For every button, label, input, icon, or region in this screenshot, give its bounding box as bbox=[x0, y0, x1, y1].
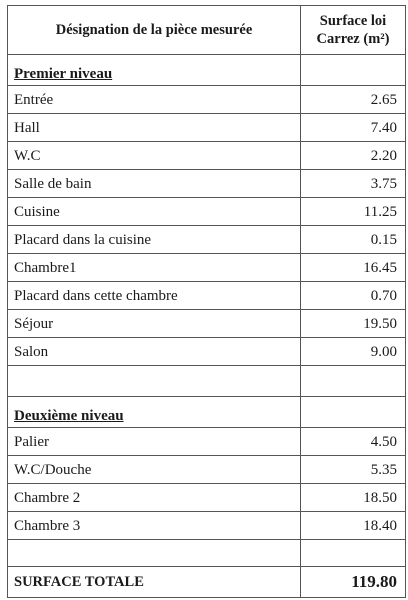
room-surface: 0.15 bbox=[301, 226, 406, 254]
room-name: Placard dans cette chambre bbox=[8, 282, 301, 310]
table-row bbox=[8, 282, 406, 310]
table-row bbox=[8, 170, 406, 198]
room-surface: 0.70 bbox=[301, 282, 406, 310]
room-surface: 3.75 bbox=[301, 170, 406, 198]
room-name: Séjour bbox=[8, 310, 301, 338]
room-surface: 5.35 bbox=[301, 456, 406, 484]
spacer-row bbox=[8, 540, 406, 567]
table-row bbox=[8, 310, 406, 338]
empty-cell bbox=[8, 540, 301, 567]
room-name: Entrée bbox=[8, 86, 301, 114]
table-row bbox=[8, 512, 406, 540]
total-value: 119.80 bbox=[301, 567, 406, 598]
room-surface: 2.20 bbox=[301, 142, 406, 170]
room-name: W.C/Douche bbox=[8, 456, 301, 484]
empty-cell bbox=[301, 397, 406, 428]
room-name: W.C bbox=[8, 142, 301, 170]
room-name: Chambre 3 bbox=[8, 512, 301, 540]
room-name: Chambre 2 bbox=[8, 484, 301, 512]
room-surface: 11.25 bbox=[301, 198, 406, 226]
section-row-deuxieme-niveau bbox=[8, 397, 406, 428]
designation-header: Désignation de la pièce mesurée bbox=[8, 6, 301, 55]
room-surface: 2.65 bbox=[301, 86, 406, 114]
table-row bbox=[8, 198, 406, 226]
table-row bbox=[8, 254, 406, 282]
table-row bbox=[8, 86, 406, 114]
header-row bbox=[8, 6, 406, 55]
room-surface: 18.40 bbox=[301, 512, 406, 540]
room-name: Hall bbox=[8, 114, 301, 142]
table-row bbox=[8, 226, 406, 254]
room-surface: 4.50 bbox=[301, 428, 406, 456]
surface-header: Surface loi Carrez (m²) bbox=[301, 6, 406, 55]
section-title: Premier niveau bbox=[8, 55, 301, 86]
empty-cell bbox=[301, 540, 406, 567]
surface-table bbox=[7, 5, 406, 598]
room-name: Salon bbox=[8, 338, 301, 366]
room-name: Placard dans la cuisine bbox=[8, 226, 301, 254]
table-row bbox=[8, 142, 406, 170]
room-name: Salle de bain bbox=[8, 170, 301, 198]
room-surface: 9.00 bbox=[301, 338, 406, 366]
spacer-row bbox=[8, 366, 406, 397]
section-row-premier-niveau bbox=[8, 55, 406, 86]
room-name: Palier bbox=[8, 428, 301, 456]
room-name: Chambre1 bbox=[8, 254, 301, 282]
total-row bbox=[8, 567, 406, 598]
table-row bbox=[8, 456, 406, 484]
table-row bbox=[8, 338, 406, 366]
table-row bbox=[8, 428, 406, 456]
section-title: Deuxième niveau bbox=[8, 397, 301, 428]
empty-cell bbox=[301, 366, 406, 397]
room-surface: 19.50 bbox=[301, 310, 406, 338]
table-row bbox=[8, 114, 406, 142]
room-surface: 7.40 bbox=[301, 114, 406, 142]
empty-cell bbox=[8, 366, 301, 397]
total-label: SURFACE TOTALE bbox=[8, 567, 301, 598]
room-surface: 18.50 bbox=[301, 484, 406, 512]
room-name: Cuisine bbox=[8, 198, 301, 226]
table-row bbox=[8, 484, 406, 512]
empty-cell bbox=[301, 55, 406, 86]
room-surface: 16.45 bbox=[301, 254, 406, 282]
